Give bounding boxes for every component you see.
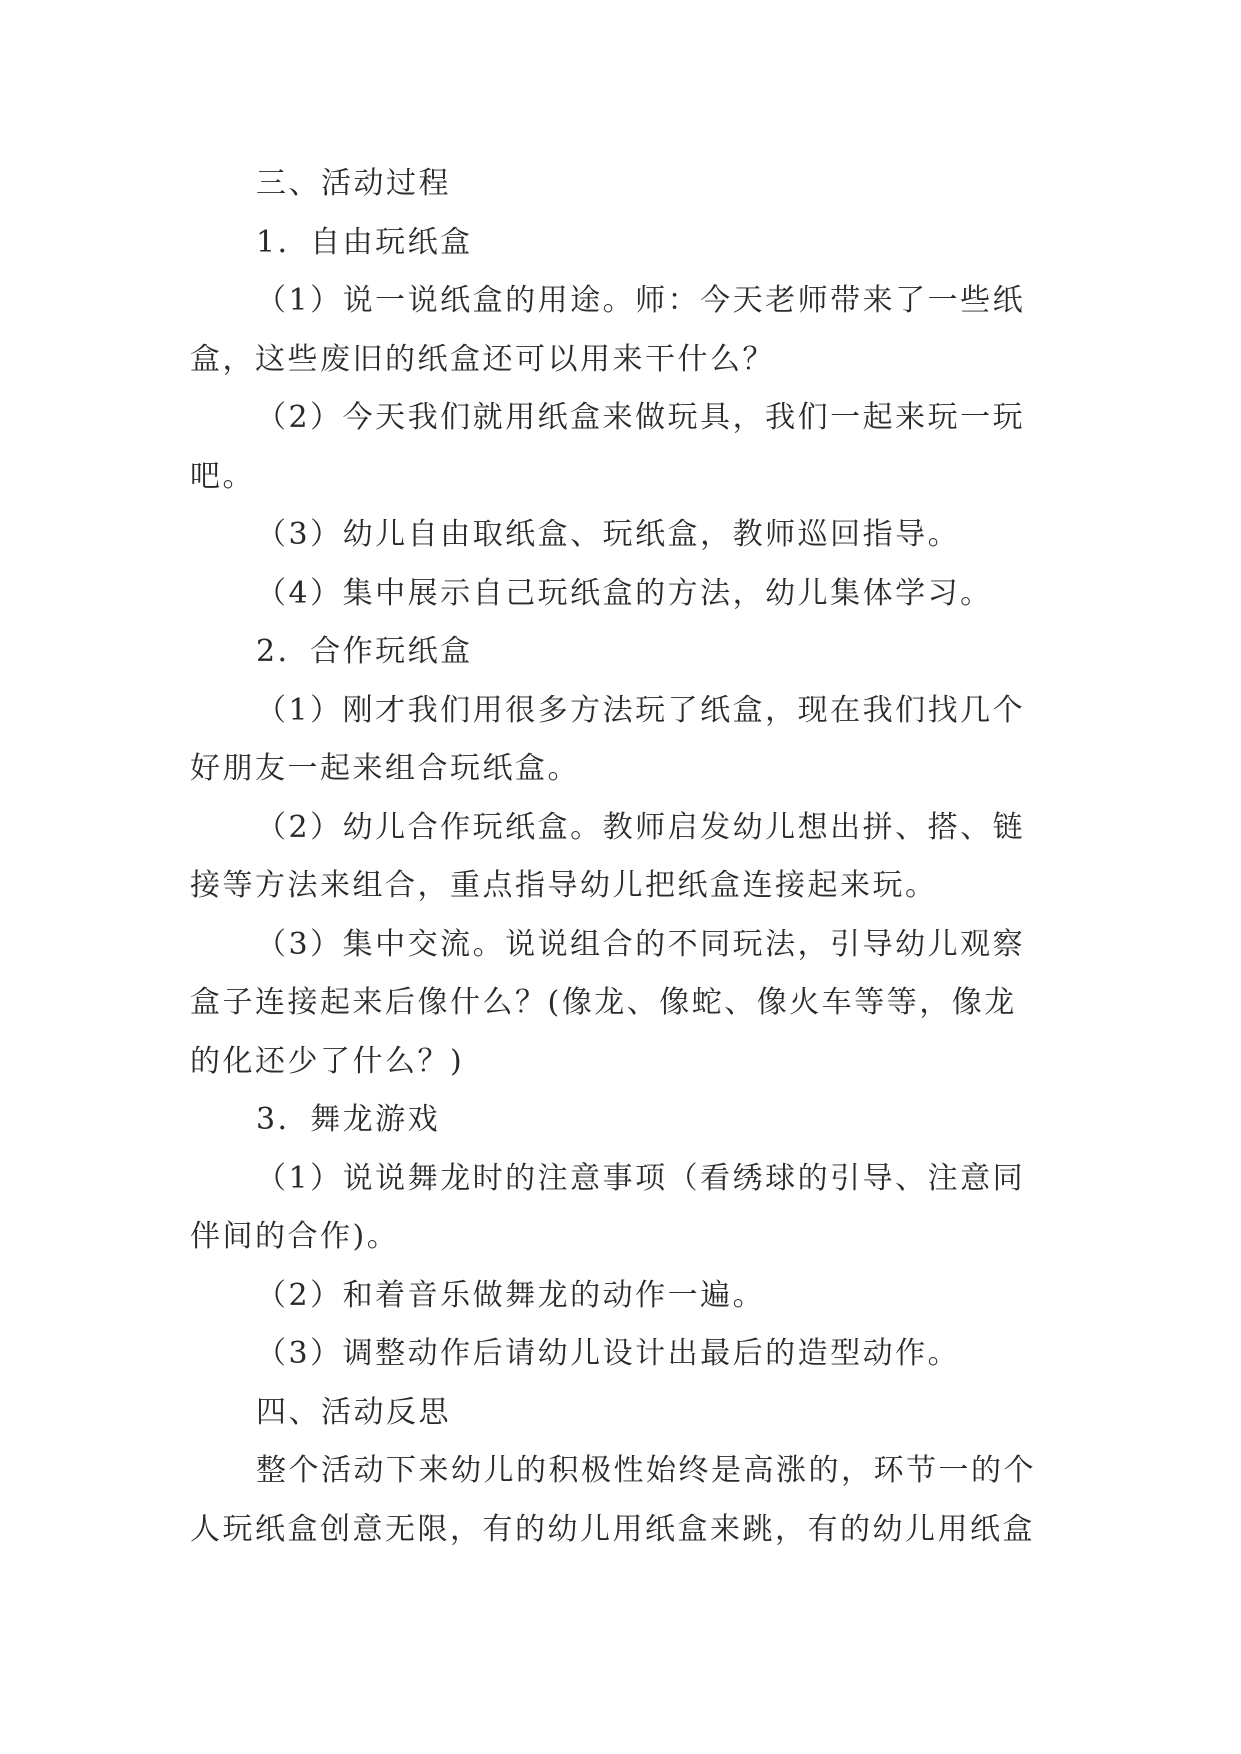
text-line: 接等方法来组合，重点指导幼儿把纸盒连接起来玩。 bbox=[190, 868, 938, 903]
subsection-heading: 2．合作玩纸盒 bbox=[256, 634, 473, 669]
text-line: 伴间的合作)。 bbox=[190, 1219, 400, 1254]
text-line: （1）刚才我们用很多方法玩了纸盒，现在我们找几个 bbox=[256, 692, 1026, 728]
text-line: （4）集中展示自己玩纸盒的方法，幼儿集体学习。 bbox=[256, 575, 993, 611]
text-line: 盒子连接起来后像什么？(像龙、像蛇、像火车等等，像龙 bbox=[190, 985, 1017, 1020]
document-page bbox=[190, 155, 1060, 1559]
text-line: 人玩纸盒创意无限，有的幼儿用纸盒来跳，有的幼儿用纸盒 bbox=[190, 1511, 1035, 1547]
text-line: （1）说一说纸盒的用途。师：今天老师带来了一些纸 bbox=[256, 283, 1026, 318]
subsection-heading: 1．自由玩纸盒 bbox=[256, 224, 473, 260]
text-line: （3）幼儿自由取纸盒、玩纸盒，教师巡回指导。 bbox=[256, 517, 961, 552]
text-line: 盒，这些废旧的纸盒还可以用来干什么？ bbox=[190, 341, 775, 377]
text-line: （2）和着音乐做舞龙的动作一遍。 bbox=[256, 1277, 766, 1313]
text-line: （3）调整动作后请幼儿设计出最后的造型动作。 bbox=[256, 1336, 961, 1371]
text-line: 整个活动下来幼儿的积极性始终是高涨的，环节一的个 bbox=[256, 1453, 1036, 1488]
text-line: 好朋友一起来组合玩纸盒。 bbox=[190, 751, 580, 786]
text-line: （1）说说舞龙时的注意事项（看绣球的引导、注意同 bbox=[256, 1160, 1026, 1196]
subsection-heading: 3．舞龙游戏 bbox=[256, 1102, 441, 1137]
text-line: 的化还少了什么？) bbox=[190, 1043, 465, 1079]
text-line: 吧。 bbox=[190, 458, 255, 494]
text-line: （2）今天我们就用纸盒来做玩具，我们一起来玩一玩 bbox=[256, 400, 1026, 435]
text-line: （3）集中交流。说说组合的不同玩法，引导幼儿观察 bbox=[256, 926, 1026, 962]
section-heading: 三、活动过程 bbox=[256, 166, 451, 201]
text-line: （2）幼儿合作玩纸盒。教师启发幼儿想出拼、搭、链 bbox=[256, 809, 1026, 845]
section-heading: 四、活动反思 bbox=[256, 1394, 451, 1430]
